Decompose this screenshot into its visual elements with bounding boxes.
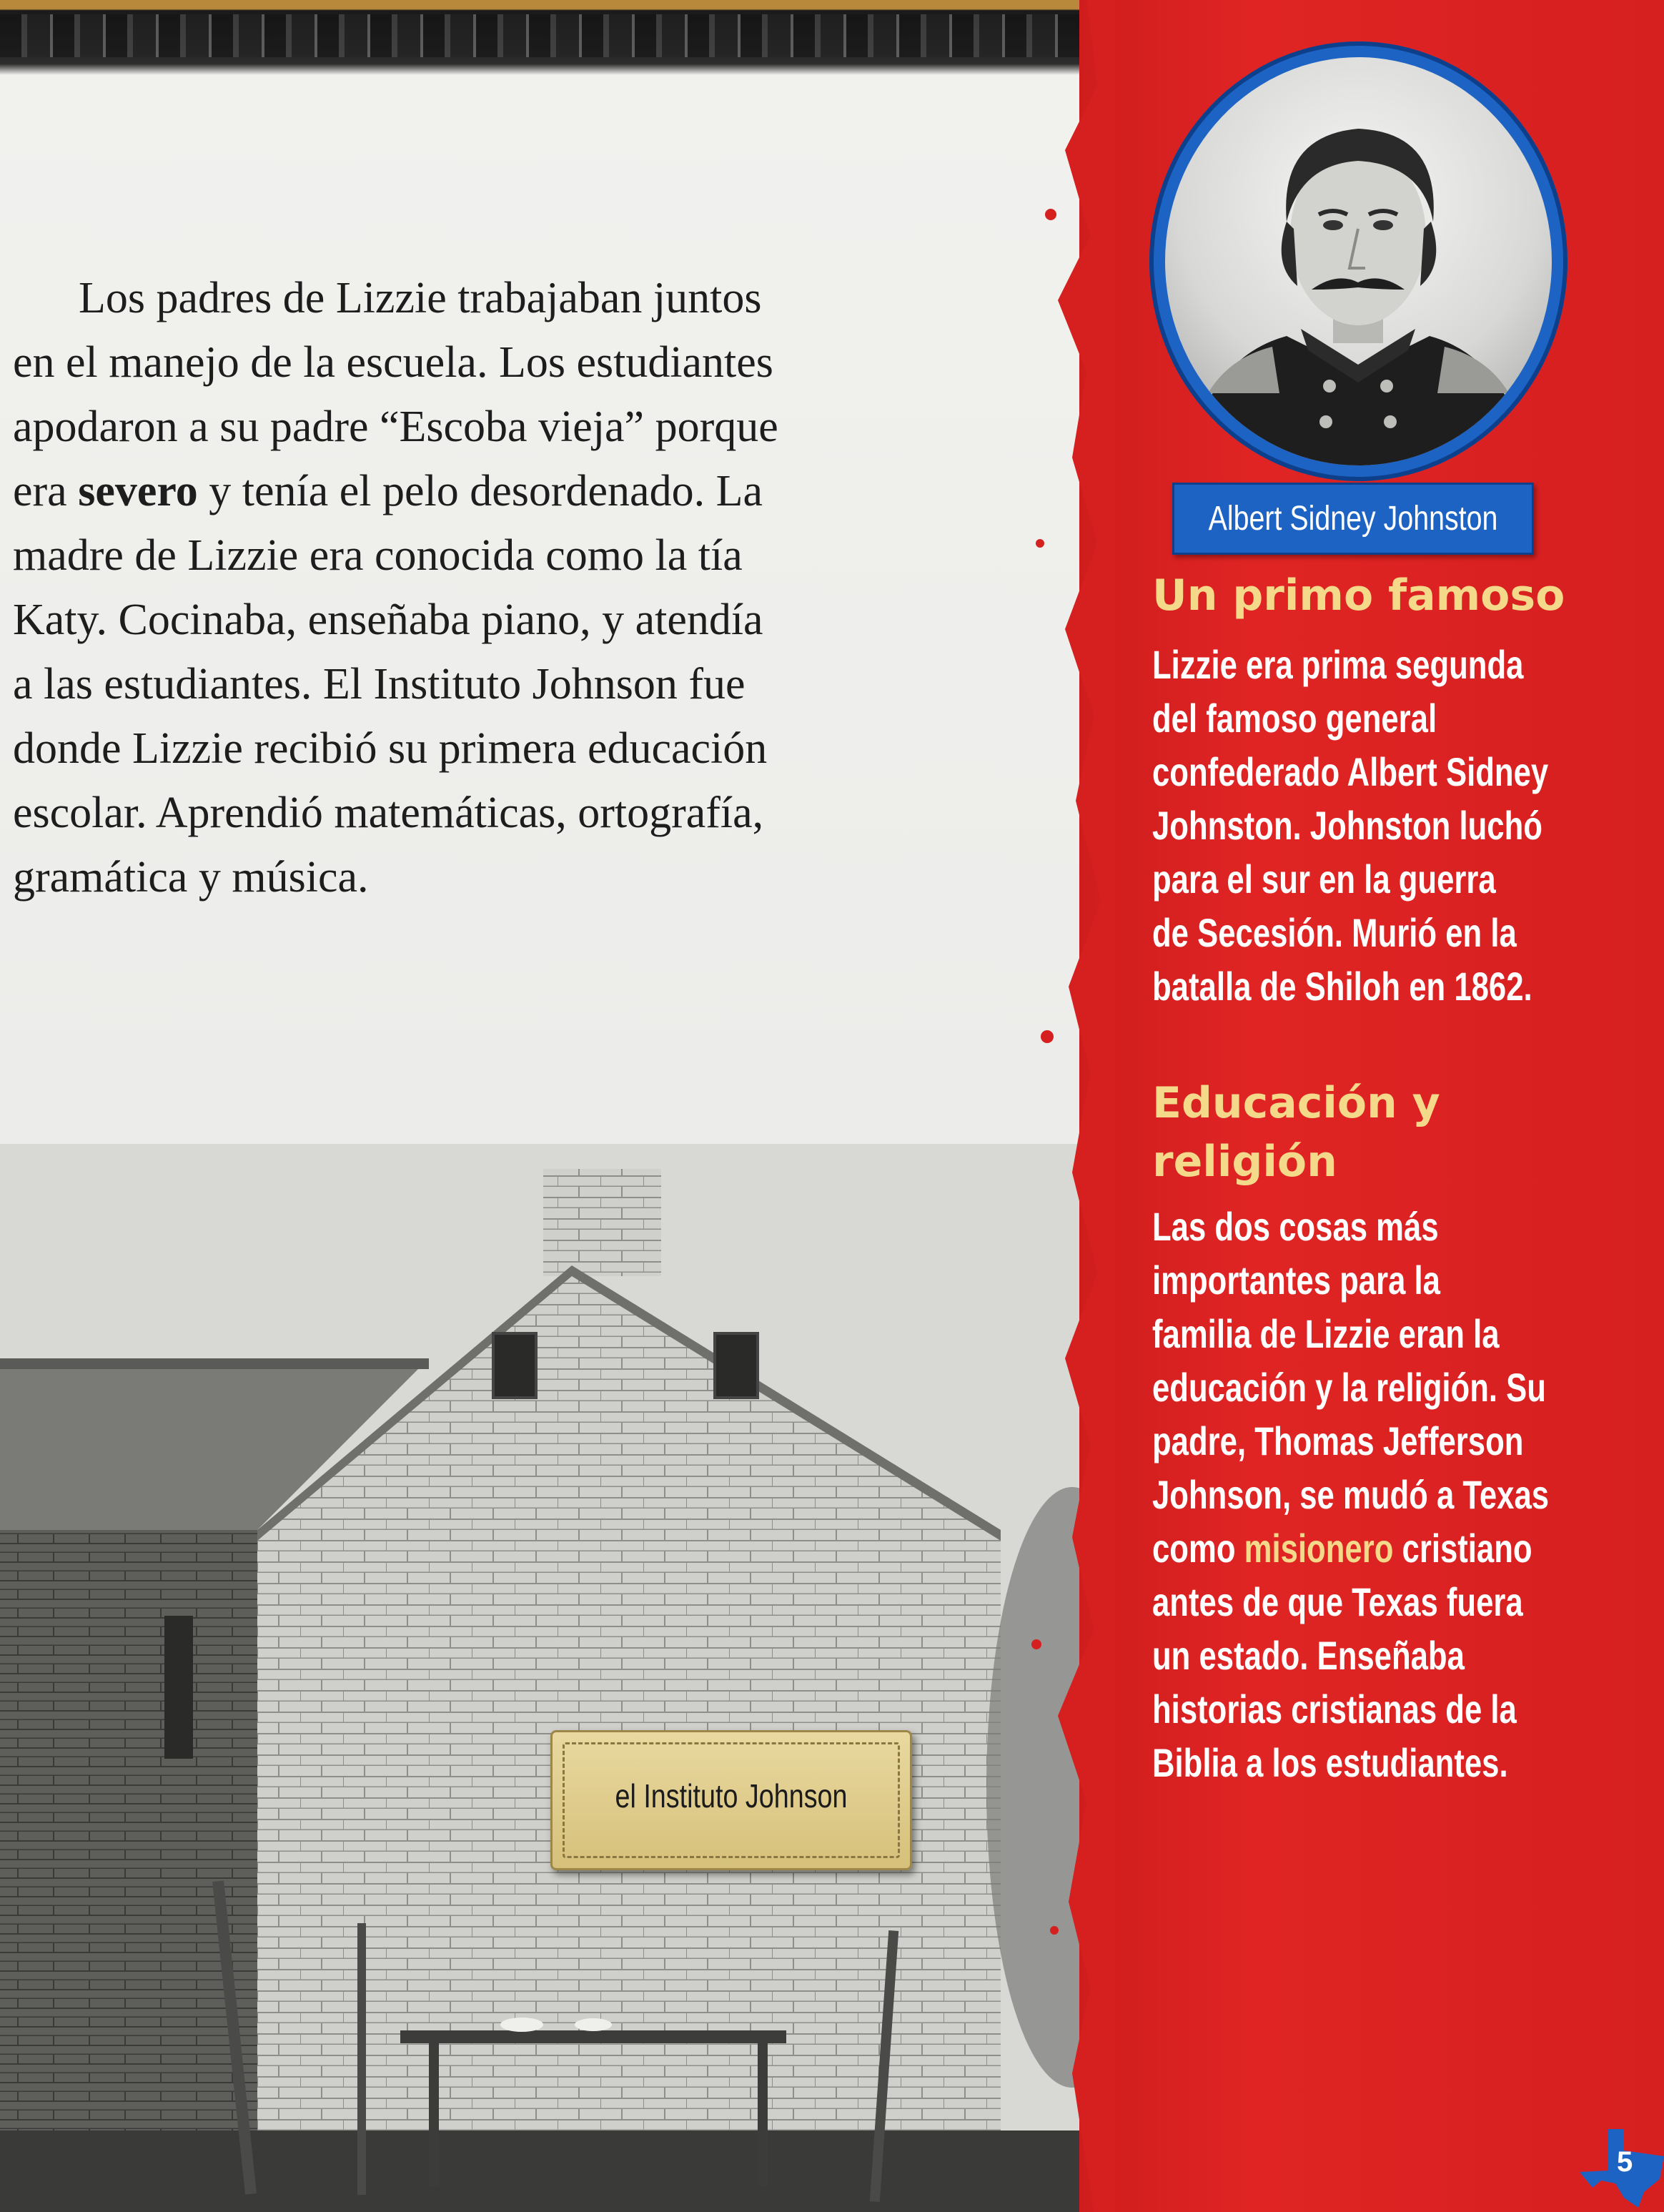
body-line: apodaron a su padre “Escoba vieja” porque xyxy=(13,403,778,451)
portrait-caption: Albert Sidney Johnston xyxy=(1208,500,1498,538)
top-decorative-band xyxy=(0,0,1109,75)
sidebar-line: Johnston. Johnston luchó xyxy=(1152,803,1542,848)
body-line: en el manejo de la escuela. Los estudiantes xyxy=(13,338,773,387)
portrait-frame xyxy=(1149,41,1568,481)
sidebar-line: un estado. Enseñaba xyxy=(1152,1633,1465,1678)
heading-line: Educación y xyxy=(1152,1078,1440,1128)
body-line: escolar. Aprendió matemáticas, ortografía, xyxy=(13,789,764,837)
body-line: gramática y música. xyxy=(13,853,369,902)
portrait-caption-plate xyxy=(1172,483,1534,555)
sidebar-line: Johnson, se mudó a Texas xyxy=(1152,1472,1550,1517)
body-line: Katy. Cocinaba, enseñaba piano, y atendía xyxy=(13,596,763,644)
sidebar-line: para el sur en la guerra xyxy=(1152,856,1496,902)
institute-photo xyxy=(0,1144,1109,2212)
vocabulary-word: misionero xyxy=(1244,1526,1394,1571)
sidebar-line: confederado Albert Sidney xyxy=(1152,749,1549,794)
sidebar-line: cristiano xyxy=(1393,1526,1532,1571)
sidebar-text-education-religion xyxy=(1152,1200,1626,1789)
photo-caption-plate xyxy=(550,1730,912,1870)
sidebar-line: Las dos cosas más xyxy=(1152,1204,1439,1249)
body-line: Los padres de Lizzie trabajaban juntos xyxy=(79,274,762,322)
sidebar-line: del famoso general xyxy=(1152,696,1437,741)
torn-edge-decoration xyxy=(972,0,1115,2212)
sidebar-line: padre, Thomas Jefferson xyxy=(1152,1418,1524,1463)
portrait-illustration xyxy=(1165,57,1552,465)
page-number: 5 xyxy=(1617,2146,1633,2178)
sidebar-line: Biblia a los estudiantes. xyxy=(1152,1740,1508,1785)
sidebar-line: educación y la religión. Su xyxy=(1152,1365,1546,1410)
sidebar-heading-famous-cousin: Un primo famoso xyxy=(1152,571,1565,621)
heading-line: religión xyxy=(1152,1137,1337,1187)
photo-caption: el Instituto Johnson xyxy=(615,1777,848,1814)
body-line: era xyxy=(13,467,79,515)
sidebar-heading-education-religion xyxy=(1152,1074,1653,1191)
sidebar-line: antes de que Texas fuera xyxy=(1152,1579,1523,1624)
body-line: donde Lizzie recibió su primera educación xyxy=(13,724,768,773)
vocabulary-word: severo xyxy=(78,467,198,515)
sidebar-text-famous-cousin xyxy=(1152,638,1626,1013)
body-line: madre de Lizzie era conocida como la tía xyxy=(13,531,743,580)
sidebar-line: batalla de Shiloh en 1862. xyxy=(1152,964,1532,1009)
sidebar-line: Lizzie era prima segunda xyxy=(1152,642,1524,687)
sidebar-line: historias cristianas de la xyxy=(1152,1687,1517,1732)
body-line: y tenía el pelo desordenado. La xyxy=(197,467,763,515)
stone-building-illustration xyxy=(0,1144,1109,2212)
body-line: a las estudiantes. El Instituto Johnson fue xyxy=(13,660,746,708)
sidebar-line: importantes para la xyxy=(1152,1258,1440,1303)
sidebar-line: de Secesión. Murió en la xyxy=(1152,910,1517,955)
johnston-portrait xyxy=(1165,57,1552,465)
sidebar-line: familia de Lizzie eran la xyxy=(1152,1311,1500,1356)
main-body-text xyxy=(13,266,964,909)
sidebar-line: como xyxy=(1152,1526,1244,1571)
